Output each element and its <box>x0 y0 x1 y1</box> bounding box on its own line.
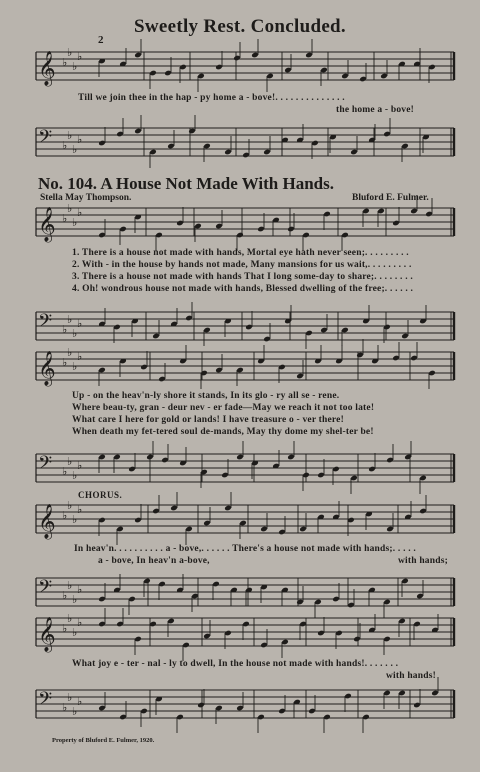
flat-icon: ♭ <box>72 705 78 718</box>
bass-clef-icon: 𝄢 <box>38 577 53 602</box>
flat-icon: ♭ <box>67 313 73 326</box>
composer-credit: Bluford E. Fulmer. <box>352 193 429 203</box>
verse-line: 1. There is a house not made with hands, Mortal eye hath never seen;. . . . . . . . . <box>72 248 409 258</box>
flat-icon: ♭ <box>67 455 73 468</box>
flat-icon: ♭ <box>72 360 78 373</box>
flat-icon: ♭ <box>77 503 83 516</box>
chorus-echo: with hands; <box>398 556 448 566</box>
flat-icon: ♭ <box>72 327 78 340</box>
verse-line: 3. There is a house not made with hands That I long some-day to share;. . . . . . . . <box>72 272 413 282</box>
flat-icon: ♭ <box>72 60 78 73</box>
flat-icon: ♭ <box>67 202 73 215</box>
flat-icon: ♭ <box>72 593 78 606</box>
flat-icon: ♭ <box>62 356 68 369</box>
measure-number: 2 <box>98 34 104 46</box>
flat-icon: ♭ <box>62 139 68 152</box>
flat-icon: ♭ <box>62 465 68 478</box>
page-title: Sweetly Rest. Concluded. <box>134 16 346 37</box>
flat-icon: ♭ <box>77 583 83 596</box>
treble-clef-icon: 𝄞 <box>38 207 56 242</box>
chorus-line: In heav'n. . . . . . . . . . a - bove,. . . . . . There's a house not made with hands;. . . . . <box>74 544 416 554</box>
chorus-line: What joy e - ter - nal - ly to dwell, In the house not made with hands!. . . . . . . <box>72 659 399 669</box>
flat-icon: ♭ <box>77 459 83 472</box>
treble-clef-icon: 𝄞 <box>38 617 56 652</box>
flat-icon: ♭ <box>77 695 83 708</box>
flat-icon: ♭ <box>77 50 83 63</box>
flat-icon: ♭ <box>77 133 83 146</box>
flat-icon: ♭ <box>67 612 73 625</box>
copyright-notice: Property of Bluford E. Fulmer, 1920. <box>52 737 155 744</box>
bass-clef-icon: 𝄢 <box>38 127 53 152</box>
flat-icon: ♭ <box>72 143 78 156</box>
flat-icon: ♭ <box>62 622 68 635</box>
flat-icon: ♭ <box>67 346 73 359</box>
bass-clef-icon: 𝄢 <box>38 311 53 336</box>
treble-clef-icon: 𝄞 <box>38 504 56 539</box>
song-title: No. 104. A House Not Made With Hands. <box>38 174 334 193</box>
lyricist-credit: Stella May Thompson. <box>40 193 132 203</box>
verse-line: 2. With - in the house by hands not made, Many mansions for us wait,. . . . . . . . . <box>72 260 412 270</box>
bass-clef-icon: 𝄢 <box>38 689 53 714</box>
flat-icon: ♭ <box>77 206 83 219</box>
verse-line: When death my fet-tered soul de-mands, May thy dome my shel-ter be! <box>72 427 374 437</box>
flat-icon: ♭ <box>67 129 73 142</box>
verse-line: Up - on the heav'n-ly shore it stands, In its glo - ry all se - rene. <box>72 391 340 401</box>
flat-icon: ♭ <box>67 46 73 59</box>
top-lyric-echo: the home a - bove! <box>336 105 415 115</box>
top-lyric-main: Till we join thee in the hap - py home a - bove!. . . . . . . . . . . . . . <box>78 93 345 103</box>
flat-icon: ♭ <box>77 317 83 330</box>
flat-icon: ♭ <box>72 513 78 526</box>
flat-icon: ♭ <box>62 701 68 714</box>
verse-line: 4. Oh! wondrous house not made with hands, Blessed dwelling of the free;. . . . . . <box>72 284 414 294</box>
flat-icon: ♭ <box>67 579 73 592</box>
flat-icon: ♭ <box>62 56 68 69</box>
flat-icon: ♭ <box>77 350 83 363</box>
flat-icon: ♭ <box>67 499 73 512</box>
verse-line: Where beau-ty, gran - deur nev - er fade—May we reach it not too late! <box>72 403 375 413</box>
bass-clef-icon: 𝄢 <box>38 453 53 478</box>
flat-icon: ♭ <box>62 212 68 225</box>
chorus-echo: a - bove, In heav'n a-bove, <box>98 556 210 566</box>
flat-icon: ♭ <box>72 216 78 229</box>
flat-icon: ♭ <box>62 509 68 522</box>
flat-icon: ♭ <box>72 626 78 639</box>
verse-line: What care I here for gold or lands! I have treasure o - ver there! <box>72 415 344 425</box>
flat-icon: ♭ <box>62 323 68 336</box>
flat-icon: ♭ <box>77 616 83 629</box>
flat-icon: ♭ <box>62 589 68 602</box>
treble-clef-icon: 𝄞 <box>38 351 56 386</box>
chorus-echo: with hands! <box>386 671 436 681</box>
flat-icon: ♭ <box>72 469 78 482</box>
chorus-label: CHORUS. <box>78 490 123 500</box>
flat-icon: ♭ <box>67 691 73 704</box>
treble-clef-icon: 𝄞 <box>38 51 56 86</box>
